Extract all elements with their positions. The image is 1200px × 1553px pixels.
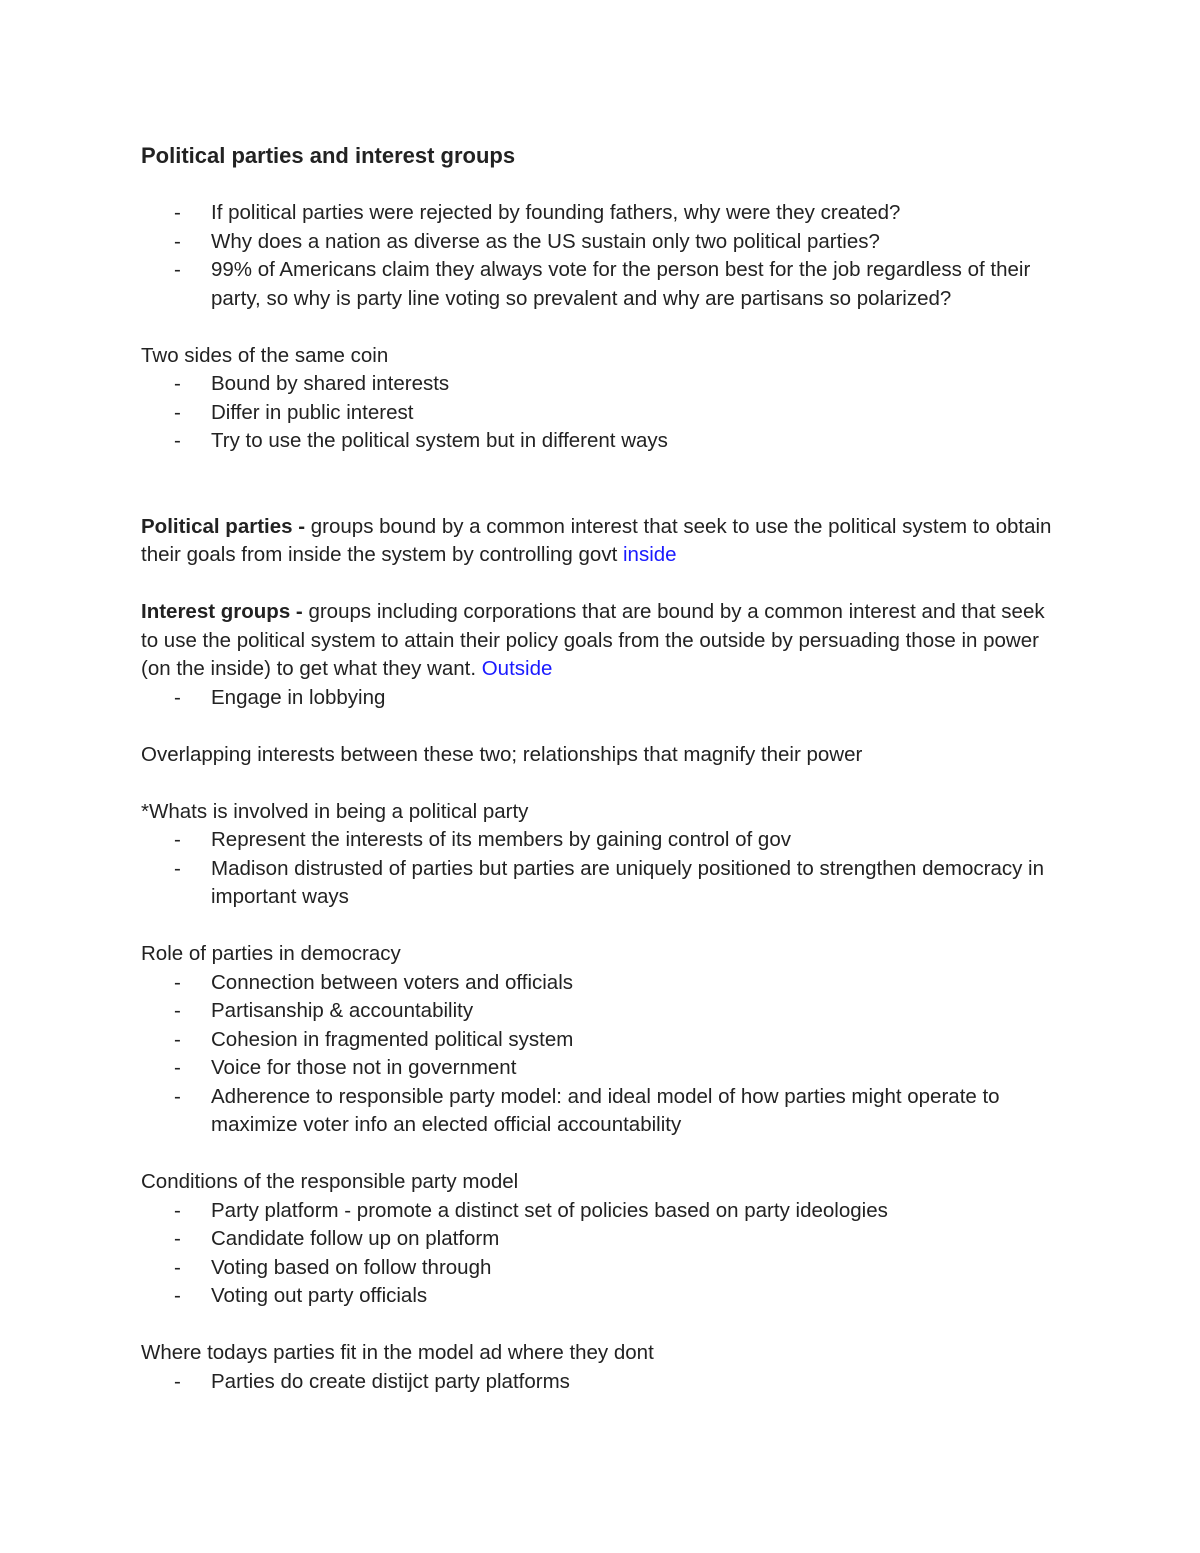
roles-list: [141, 969, 1061, 1140]
dash-bullet: -: [174, 828, 181, 851]
interest-groups-list: [141, 684, 1061, 713]
list-item: - Adherence to responsible party model: and ideal model of how parties might operate to maximize voter info an elected official accountability: [174, 1084, 1000, 1136]
fit-list: [141, 1368, 1061, 1397]
dash-bullet: -: [174, 400, 181, 424]
intro-questions-list: [141, 199, 1061, 313]
dash-bullet: -: [174, 1198, 181, 1222]
dash-bullet: -: [174, 685, 181, 709]
dash-bullet: -: [174, 1227, 181, 1250]
dash-bullet: -: [174, 229, 181, 253]
list-item: - Voting out party officials: [141, 1282, 1061, 1311]
list-item: - Represent the interests of its members by gaining control of gov: [141, 826, 1061, 855]
dash-bullet: -: [174, 1255, 181, 1279]
list-item: - 99% of Americans claim they always vote for the person best for the job regardless of their party, so why is party line voting so prevalent and why are partisans so polarized?: [174, 258, 1031, 310]
two-sides-heading: Two sides of the same coin: [141, 343, 389, 367]
highlight-word: Outside: [481, 657, 553, 680]
overlap-paragraph: Overlapping interests between these two; relationships that magnify their power: [141, 742, 863, 766]
dash-bullet: -: [174, 1027, 181, 1051]
list-item: - Partisanship & accountability: [141, 997, 1061, 1026]
dash-bullet: -: [174, 1084, 181, 1108]
list-item: - Try to use the political system but in different ways: [141, 427, 1061, 456]
political-parties-definition: Political parties - groups bound by a common interest that seek to use the political system to obtain their goals from inside the system by controlling govt inside: [141, 514, 1052, 566]
dash-bullet: -: [174, 1284, 181, 1307]
list-item: - Bound by shared interests: [141, 370, 1061, 399]
list-item: - Candidate follow up on platform: [141, 1225, 1061, 1254]
dash-bullet: -: [174, 1369, 181, 1393]
list-item: - Connection between voters and officials: [141, 969, 1061, 998]
list-item: - Voice for those not in government: [141, 1054, 1061, 1083]
dash-bullet: -: [174, 1056, 181, 1079]
document-body: [141, 141, 1061, 1396]
highlight-word: inside: [622, 543, 677, 566]
list-item: - Voting based on follow through: [141, 1254, 1061, 1283]
conditions-heading: Conditions of the responsible party model: [141, 1170, 519, 1193]
fit-heading: Where todays parties fit in the model ad where they dont: [141, 1341, 654, 1364]
definition-term: Interest groups -: [141, 600, 303, 623]
list-item: - Differ in public interest: [141, 399, 1061, 428]
involved-heading: *Whats is involved in being a political party: [141, 799, 529, 823]
dash-bullet: -: [174, 429, 181, 452]
list-item: - Party platform - promote a distinct set of policies based on party ideologies: [141, 1197, 1061, 1226]
roles-heading: Role of parties in democracy: [141, 942, 401, 965]
dash-bullet: -: [174, 970, 181, 994]
involved-list: [141, 826, 1061, 912]
list-item: - Cohesion in fragmented political system: [141, 1026, 1061, 1055]
dash-bullet: -: [174, 258, 181, 281]
list-item: - If political parties were rejected by founding fathers, why were they created?: [141, 199, 1061, 228]
definition-term: Political parties -: [141, 514, 306, 538]
list-item: - Parties do create distijct party platforms: [141, 1368, 1061, 1397]
list-item: - Why does a nation as diverse as the US sustain only two political parties?: [141, 228, 1061, 257]
list-item: - Madison distrusted of parties but parties are uniquely positioned to strengthen democracy in important ways: [174, 856, 1045, 908]
two-sides-list: [141, 370, 1061, 456]
conditions-list: [141, 1197, 1061, 1311]
document-title: Political parties and interest groups: [141, 143, 516, 168]
dash-bullet: -: [174, 856, 181, 880]
dash-bullet: -: [174, 372, 181, 395]
interest-groups-definition: Interest groups - groups including corporations that are bound by a common interest and that seek to use the political system to attain their policy goals from the outside by persuading those in power (on the inside) to get what they want. Outside: [141, 600, 1045, 680]
dash-bullet: -: [174, 201, 181, 224]
list-item: - Engage in lobbying: [141, 684, 1061, 713]
dash-bullet: -: [174, 999, 181, 1022]
